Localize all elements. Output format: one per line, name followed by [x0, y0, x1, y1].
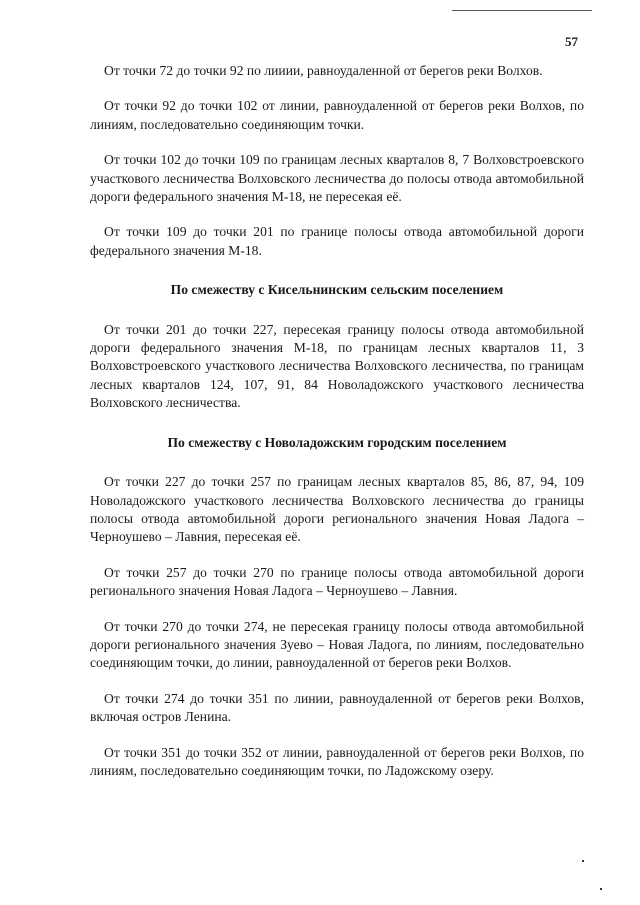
- document-body: [90, 62, 584, 797]
- paragraph: От точки 227 до точки 257 по границам лесных кварталов 85, 86, 87, 94, 109 Новоладожского участкового лесничества Волховского лесничества до границы полосы отвода автомобильной дороги регионального значения Новая Ладога – Черноушево – Лавния, пересекая её.: [90, 474, 584, 545]
- page-number: 57: [565, 34, 578, 49]
- paragraph: От точки 270 до точки 274, не пересекая границу полосы отвода автомобильной дороги регионального значения Зуево – Новая Ладога, по линиям, последовательно соединяющим точки, до линии, равноудаленной от берегов реки Волхов.: [90, 618, 584, 671]
- paragraph: От точки 72 до точки 92 по лииии, равноудаленной от берегов реки Волхов.: [104, 63, 543, 78]
- paragraph: От точки 102 до точки 109 по границам лесных кварталов 8, 7 Волховстроевского участкового лесничества Волховского лесничества до полосы отвода автомобильной дороги федерального значения М-18, не пересекая её.: [90, 152, 584, 205]
- section-heading: По смежеству с Новоладожским городским поселением: [167, 434, 507, 450]
- scan-speck: [600, 888, 602, 890]
- header-rule: [452, 10, 592, 11]
- scan-speck: [582, 860, 584, 862]
- paragraph: От точки 257 до точки 270 по границе полосы отвода автомобильной дороги регионального значения Новая Ладога – Черноушево – Лавния.: [90, 564, 584, 599]
- paragraph: От точки 109 до точки 201 по границе полосы отвода автомобильной дороги федерального значения М-18.: [90, 224, 584, 258]
- paragraph: От точки 201 до точки 227, пересекая границу полосы отвода автомобильной дороги федерального значения М-18, по границам лесных кварталов 11, 3 Волховстроевского участкового лесничества Волховского лесничества, по границам лесных кварталов 124, 107, 91, 84 Новоладожского участкового лесничества Волховского лесничества.: [90, 321, 584, 411]
- paragraph: От точки 92 до точки 102 от линии, равноудаленной от берегов реки Волхов, по линиям, последовательно соединяющим точки.: [90, 98, 584, 132]
- paragraph: От точки 351 до точки 352 от линии, равноудаленной от берегов реки Волхов, по линиям, последовательно соединяющим точки, по Ладожскому озеру.: [90, 744, 584, 778]
- paragraph: От точки 274 до точки 351 по линии, равноудаленной от берегов реки Волхов, включая остров Ленина.: [90, 690, 584, 725]
- section-heading: По смежеству с Кисельнинским сельским поселением: [170, 282, 504, 298]
